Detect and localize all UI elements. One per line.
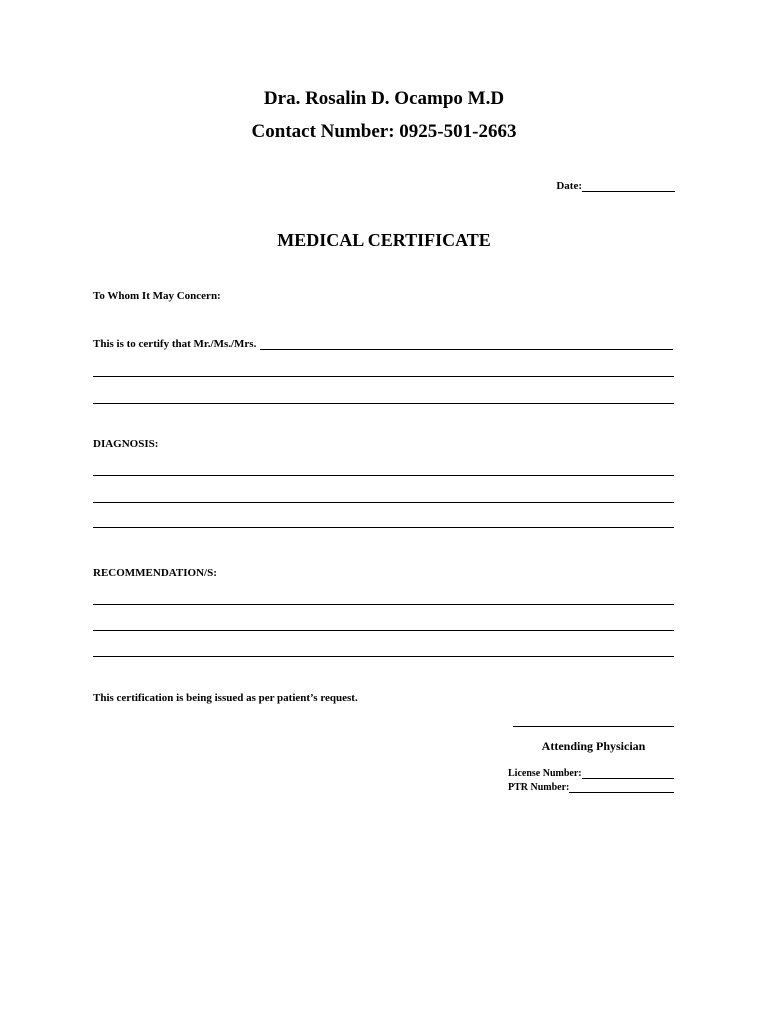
diagnosis-line-3[interactable] — [93, 527, 674, 528]
diagnosis-line-2[interactable] — [93, 502, 674, 503]
certify-row — [93, 338, 673, 350]
certify-line-2[interactable] — [93, 376, 674, 377]
date-row — [556, 180, 675, 192]
certify-label: This is to certify that Mr./Ms./Mrs. — [93, 338, 257, 350]
recommendation-line-3[interactable] — [93, 656, 674, 657]
signature-line[interactable] — [513, 726, 674, 727]
contact-number: Contact Number: 0925-501-2663 — [251, 121, 517, 142]
license-number-row — [508, 768, 674, 779]
issuance-statement: This certification is being issued as per patient’s request. — [93, 692, 358, 704]
date-field-line[interactable] — [582, 181, 675, 192]
diagnosis-line-1[interactable] — [93, 475, 674, 476]
certify-line-3[interactable] — [93, 403, 674, 404]
attending-physician-label: Attending Physician — [541, 739, 646, 753]
certificate-title: MEDICAL CERTIFICATE — [277, 230, 491, 250]
salutation: To Whom It May Concern: — [93, 290, 221, 302]
ptr-number-row — [508, 782, 674, 793]
diagnosis-label: DIAGNOSIS: — [93, 438, 159, 450]
date-label: Date: — [556, 180, 582, 192]
license-number-label: License Number: — [508, 768, 582, 779]
doctor-name: Dra. Rosalin D. Ocampo M.D — [263, 88, 505, 109]
ptr-number-label: PTR Number: — [508, 782, 570, 793]
recommendation-line-1[interactable] — [93, 604, 674, 605]
ptr-number-line[interactable] — [569, 783, 674, 793]
recommendation-line-2[interactable] — [93, 630, 674, 631]
recommendation-label: RECOMMENDATION/S: — [93, 567, 217, 579]
patient-name-line[interactable] — [260, 339, 673, 350]
license-number-line[interactable] — [582, 769, 674, 779]
